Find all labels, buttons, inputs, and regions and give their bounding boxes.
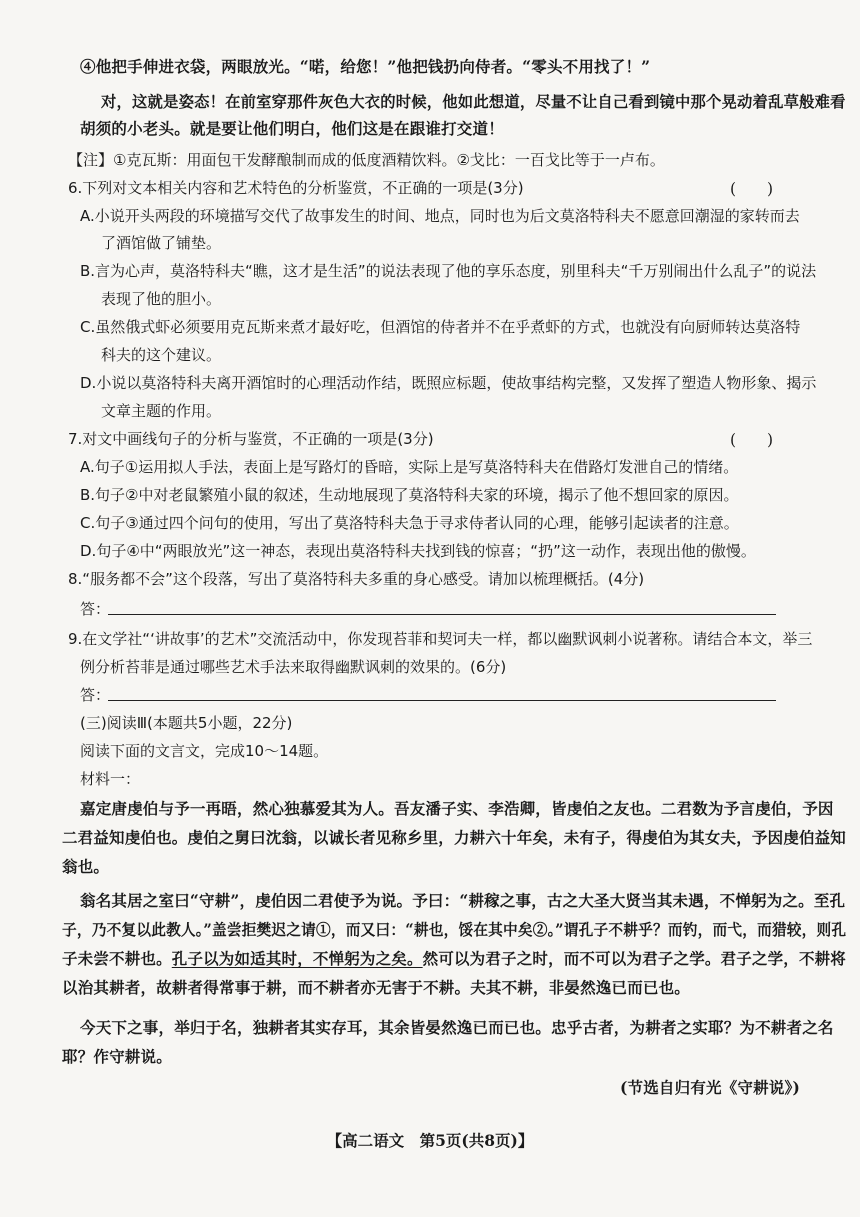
q8-stem: 8.“服务都不会”这个段落，写出了莫洛特科夫多重的身心感受。请加以梳理概括。(4分) [68,570,645,588]
classical-p1-line3: 翁也。 [62,857,110,876]
classical-p2-line3-tail: 然可以为君子之时，而不可以为君子之学。君子之学，不耕将 [422,949,846,968]
q6-stem: 6.下列对文本相关内容和艺术特色的分析鉴赏，不正确的一项是(3分) [68,179,524,197]
q6-option-b-cont: 表现了他的胆小。 [101,290,222,308]
story-closing-line-2: 胡须的小老头。就是要让他们明白，他们这是在跟谁打交道！ [80,119,504,138]
q7-option-c: C.句子③通过四个问句的使用，写出了莫洛特科夫急于寻求侍者认同的心理，能够引起读者的注意。 [80,514,739,532]
q7-option-a: A.句子①运用拟人手法，表面上是写路灯的昏暗，实际上是写莫洛特科夫在借路灯发泄自己的情绪。 [80,458,739,476]
story-line-4: ④他把手伸进衣袋，两眼放光。“喏，给您！”他把钱扔向侍者。“零头不用找了！” [80,57,651,76]
page-footer: 【高二语文 第5页(共8页)】 [326,1131,534,1150]
q6-answer-paren[interactable]: ( ) [730,180,774,198]
classical-p3-line1: 今天下之事，举归于名，独耕者其实存耳，其余皆晏然逸已而已也。忠乎古者，为耕者之实耶？为不耕者之名 [80,1018,834,1037]
q9-answer-line[interactable] [108,700,776,701]
q7-answer-paren[interactable]: ( ) [730,431,774,449]
classical-p1-line1: 嘉定唐虔伯与予一再晤，然心独慕爱其为人。吾友潘子实、李浩卿，皆虔伯之友也。二君数为予言虔伯，予因 [80,799,834,818]
story-footnote: 【注】①克瓦斯：用面包干发酵酿制而成的低度酒精饮料。②戈比：一百戈比等于一卢布。 [68,151,665,169]
classical-p1-line2: 二君益知虔伯也。虔伯之舅曰沈翁，以诚长者见称乡里，力耕六十年矣，未有子，得虔伯为其女夫，予因虔伯益知 [62,828,846,847]
classical-p2-line3-lead: 子未尝不耕也。 [62,949,172,968]
q9-answer-label: 答： [80,686,111,704]
q6-option-a-cont: 了酒馆做了铺垫。 [101,234,222,252]
q6-option-c: C.虽然俄式虾必须要用克瓦斯来煮才最好吃，但酒馆的侍者并不在乎煮虾的方式，也就没有向厨师转达莫洛特 [80,318,801,336]
material-1-label: 材料一： [80,770,141,788]
story-closing-line-1: 对，这就是姿态！在前室穿那件灰色大衣的时候，他如此想道，尽量不让自己看到镜中那个晃动着乱草般难看 [101,92,846,111]
section-3-instruction: 阅读下面的文言文，完成10～14题。 [80,742,329,760]
q9-stem: 9.在文学社“‘讲故事’的艺术”交流活动中，你发现苔菲和契诃夫一样，都以幽默讽刺小说著称。请结合本文，举三 [68,630,813,648]
underlined-sentence: 孔子以为如适其时，不惮躬为之矣。 [171,949,423,968]
classical-p3-line2: 耶？作守耕说。 [62,1047,172,1066]
q6-option-d: D.小说以莫洛特科夫离开酒馆时的心理活动作结，既照应标题，使故事结构完整，又发挥了塑造人物形象、揭示 [80,374,817,392]
q9-stem-cont: 例分析苔菲是通过哪些艺术手法来取得幽默讽刺的效果的。(6分) [80,658,507,676]
classical-source: (节选自归有光《守耕说》) [620,1078,801,1097]
q6-option-b: B.言为心声，莫洛特科夫“瞧，这才是生活”的说法表现了他的享乐态度，别里科夫“千万别闹出什么乱子”的说法 [80,262,817,280]
classical-p2-line2: 子，乃不复以此教人。”盖尝拒樊迟之请①，而又曰：“耕也，馁在其中矣②。”谓孔子不耕乎？而钓，而弋，而猎较，则孔 [62,920,847,939]
q8-answer-label: 答： [80,600,111,618]
classical-p2-line4: 以治其耕者，故耕者得常事于耕，而不耕者亦无害于不耕。夫其不耕，非晏然逸已而已也。 [62,978,691,997]
classical-p2-line1: 翁名其居之室曰“守耕”，虔伯因二君使予为说。予曰：“耕稼之事，古之大圣大贤当其未遇，不惮躬为之。至孔 [80,891,846,910]
section-3-title: (三)阅读Ⅲ(本题共5小题，22分) [80,714,293,732]
q6-option-c-cont: 科夫的这个建议。 [101,346,222,364]
q6-option-a: A.小说开头两段的环境描写交代了故事发生的时间、地点，同时也为后文莫洛特科夫不愿意回潮湿的家转而去 [80,207,800,225]
q7-option-d: D.句子④中“两眼放光”这一神态，表现出莫洛特科夫找到钱的惊喜；“扔”这一动作，表现出他的傲慢。 [80,542,756,560]
classical-p2-line3 [62,948,846,970]
q7-option-b: B.句子②中对老鼠繁殖小鼠的叙述，生动地展现了莫洛特科夫家的环境，揭示了他不想回家的原因。 [80,486,739,504]
q6-option-d-cont: 文章主题的作用。 [101,402,222,420]
q8-answer-line[interactable] [108,614,776,615]
q7-stem: 7.对文中画线句子的分析与鉴赏，不正确的一项是(3分) [68,430,434,448]
